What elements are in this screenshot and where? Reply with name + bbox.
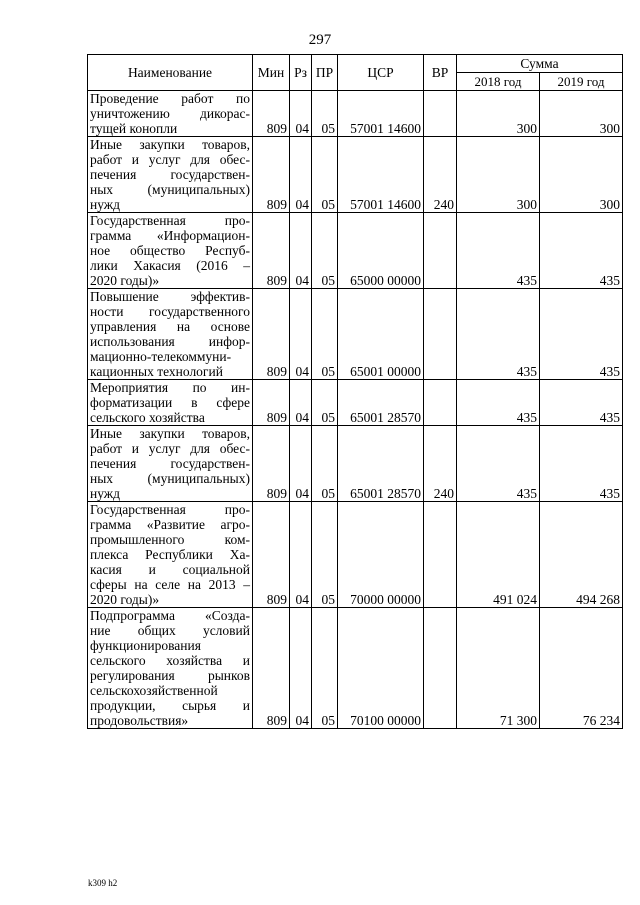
row-pr: 05 (312, 608, 338, 729)
row-sum-2019: 435 (540, 213, 623, 289)
row-name-line: промышленного ком- (90, 532, 250, 547)
row-name-line: касия и социальной (90, 562, 250, 577)
row-name (88, 608, 253, 729)
row-vr (424, 91, 457, 137)
row-name-line: кационных технологий (90, 364, 223, 379)
row-name-line: печения государствен- (90, 456, 250, 471)
row-name-line: 2020 годы)» (90, 273, 160, 288)
row-sum-2019: 435 (540, 380, 623, 426)
table-row (88, 426, 623, 502)
row-name-line: мационно-телекоммуни- (90, 349, 232, 364)
row-min: 809 (253, 426, 290, 502)
row-sum-2018: 300 (457, 91, 540, 137)
row-name-line: Государственная про- (90, 502, 250, 517)
row-name-line: Повышение эффектив- (90, 289, 250, 304)
row-sum-2019: 435 (540, 426, 623, 502)
row-name-line: Подпрограмма «Созда- (90, 608, 250, 623)
header-sum: Сумма (457, 55, 623, 73)
row-csr: 65001 28570 (338, 426, 424, 502)
row-name-line: Проведение работ по (90, 91, 250, 106)
row-pr: 05 (312, 289, 338, 380)
row-sum-2018: 435 (457, 289, 540, 380)
row-name (88, 502, 253, 608)
row-vr (424, 608, 457, 729)
row-pr: 05 (312, 502, 338, 608)
row-name-line: лики Хакасия (2016 – (90, 258, 250, 273)
row-name-line: использования инфор- (90, 334, 250, 349)
row-sum-2019: 300 (540, 137, 623, 213)
row-name (88, 91, 253, 137)
row-sum-2018: 435 (457, 426, 540, 502)
row-name-line: функционирования (90, 638, 201, 653)
row-name-line: Иные закупки товаров, (90, 137, 250, 152)
row-vr (424, 289, 457, 380)
row-name (88, 380, 253, 426)
page-number: 297 (308, 32, 332, 48)
row-name-line: нужд (90, 197, 120, 212)
table-row (88, 380, 623, 426)
row-min: 809 (253, 289, 290, 380)
row-vr (424, 213, 457, 289)
row-pr: 05 (312, 137, 338, 213)
row-vr (424, 380, 457, 426)
table-row (88, 502, 623, 608)
row-sum-2019: 494 268 (540, 502, 623, 608)
row-name (88, 213, 253, 289)
row-name (88, 426, 253, 502)
row-rz: 04 (290, 502, 312, 608)
row-pr: 05 (312, 380, 338, 426)
row-rz: 04 (290, 137, 312, 213)
row-name-line: форматизации в сфере (90, 395, 250, 410)
header-year-2018: 2018 год (457, 73, 540, 91)
header-vr: ВР (424, 55, 457, 91)
row-name-line: грамма «Развитие агро- (90, 517, 250, 532)
header-name: Наименование (88, 55, 253, 91)
row-name-line: Государственная про- (90, 213, 250, 228)
header-min: Мин (253, 55, 290, 91)
row-name-line: регулирования рынков (90, 668, 250, 683)
row-name (88, 289, 253, 380)
row-name-line: ное общество Респуб- (90, 243, 250, 258)
table-row (88, 608, 623, 729)
row-csr: 65001 00000 (338, 289, 424, 380)
header-year-2019: 2019 год (540, 73, 623, 91)
footer-code: k309 h2 (88, 878, 118, 888)
row-name-line: Иные закупки товаров, (90, 426, 250, 441)
row-name-line: уничтожению дикорас- (90, 106, 250, 121)
row-rz: 04 (290, 91, 312, 137)
row-rz: 04 (290, 213, 312, 289)
row-rz: 04 (290, 380, 312, 426)
row-min: 809 (253, 213, 290, 289)
table-row (88, 137, 623, 213)
row-name-line: работ и услуг для обес- (90, 441, 250, 456)
row-name-line: 2020 годы)» (90, 592, 160, 607)
row-name-line: продовольствия» (90, 713, 189, 728)
row-min: 809 (253, 137, 290, 213)
row-min: 809 (253, 608, 290, 729)
row-csr: 70000 00000 (338, 502, 424, 608)
row-name-line: ных (муниципальных) (90, 182, 250, 197)
row-csr: 65000 00000 (338, 213, 424, 289)
row-sum-2018: 300 (457, 137, 540, 213)
row-sum-2018: 435 (457, 380, 540, 426)
row-rz: 04 (290, 289, 312, 380)
row-name-line: ных (муниципальных) (90, 471, 250, 486)
row-name-line: сельского хозяйства и (90, 653, 250, 668)
header-csr: ЦСР (338, 55, 424, 91)
row-name-line: продукции, сырья и (90, 698, 250, 713)
budget-table (87, 54, 623, 729)
row-csr: 57001 14600 (338, 91, 424, 137)
row-name (88, 137, 253, 213)
header-pr: ПР (312, 55, 338, 91)
row-rz: 04 (290, 608, 312, 729)
row-min: 809 (253, 502, 290, 608)
row-name-line: сферы на селе на 2013 – (90, 577, 250, 592)
row-sum-2018: 435 (457, 213, 540, 289)
row-name-line: ности государственного (90, 304, 250, 319)
row-sum-2019: 76 234 (540, 608, 623, 729)
row-vr: 240 (424, 426, 457, 502)
table-row (88, 289, 623, 380)
row-name-line: Мероприятия по ин- (90, 380, 250, 395)
row-name-line: управления на основе (90, 319, 250, 334)
row-name-line: печения государствен- (90, 167, 250, 182)
row-vr (424, 502, 457, 608)
row-name-line: грамма «Информацион- (90, 228, 250, 243)
row-sum-2018: 491 024 (457, 502, 540, 608)
row-name-line: плекса Республики Ха- (90, 547, 250, 562)
row-name-line: сельского хозяйства (90, 410, 205, 425)
row-min: 809 (253, 380, 290, 426)
row-vr: 240 (424, 137, 457, 213)
row-name-line: нужд (90, 486, 120, 501)
row-name-line: работ и услуг для обес- (90, 152, 250, 167)
row-sum-2019: 435 (540, 289, 623, 380)
row-csr: 65001 28570 (338, 380, 424, 426)
table-row (88, 91, 623, 137)
row-rz: 04 (290, 426, 312, 502)
table-row (88, 213, 623, 289)
row-pr: 05 (312, 426, 338, 502)
row-name-line: тущей конопли (90, 121, 178, 136)
row-pr: 05 (312, 213, 338, 289)
header-rz: Рз (290, 55, 312, 91)
row-name-line: сельскохозяйственной (90, 683, 218, 698)
row-csr: 70100 00000 (338, 608, 424, 729)
row-sum-2019: 300 (540, 91, 623, 137)
row-csr: 57001 14600 (338, 137, 424, 213)
row-sum-2018: 71 300 (457, 608, 540, 729)
row-min: 809 (253, 91, 290, 137)
row-name-line: ние общих условий (90, 623, 250, 638)
row-pr: 05 (312, 91, 338, 137)
